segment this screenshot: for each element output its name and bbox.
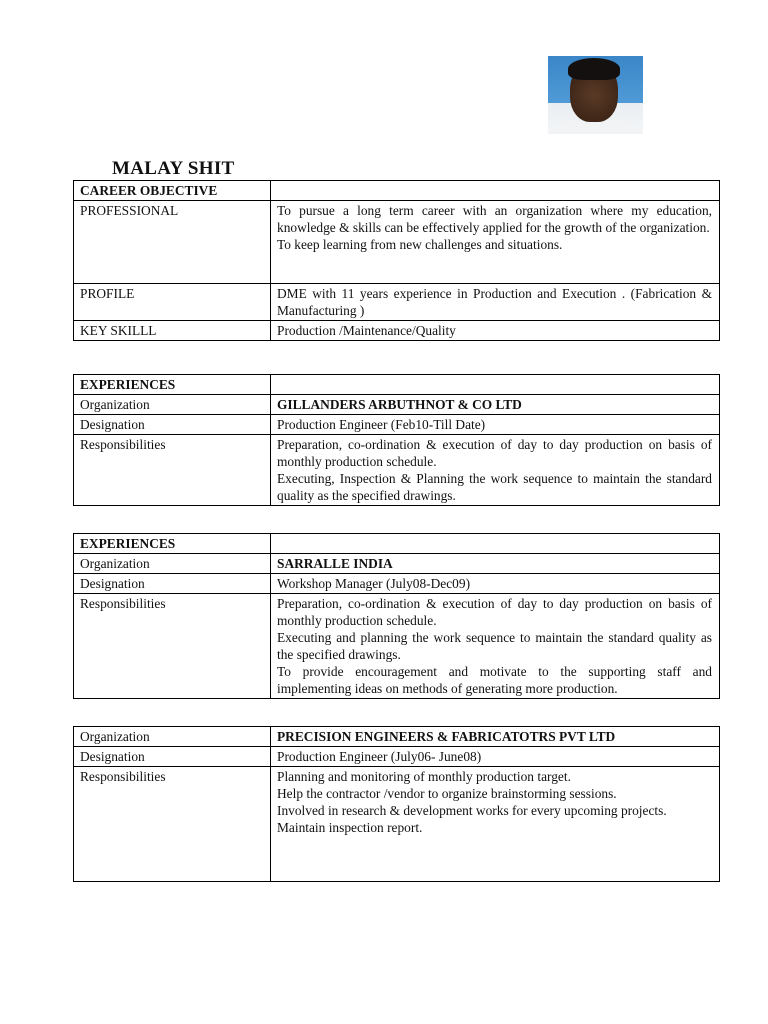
- paragraph: Executing and planning the work sequence to maintain the standard quality as the specified drawings.: [277, 630, 712, 662]
- table-row: [74, 395, 720, 415]
- row-label-organization: Organization: [74, 395, 271, 415]
- table-row: [74, 201, 720, 284]
- row-label-responsibilities: Responsibilities: [74, 767, 271, 882]
- row-label-professional: PROFESSIONAL: [74, 201, 271, 284]
- photo-shirt: [548, 120, 643, 134]
- designation-text: Production Engineer (July06- June08): [271, 747, 720, 767]
- empty-cell: [271, 534, 720, 554]
- paragraph: Involved in research & development works for every upcoming projects.: [277, 803, 667, 818]
- paragraph: Help the contractor /vendor to organize brainstorming sessions.: [277, 786, 617, 801]
- row-label-designation: Designation: [74, 574, 271, 594]
- table-row: [74, 727, 720, 747]
- table-row: [74, 534, 720, 554]
- row-label-organization: Organization: [74, 727, 271, 747]
- designation-text: Workshop Manager (July08-Dec09): [271, 574, 720, 594]
- table-row: [74, 321, 720, 341]
- photo-hair: [568, 58, 620, 80]
- designation-text: Production Engineer (Feb10-Till Date): [271, 415, 720, 435]
- table-row: [74, 594, 720, 699]
- section-header: EXPERIENCES: [74, 534, 271, 554]
- profile-photo: [548, 56, 643, 134]
- table-row: [74, 375, 720, 395]
- row-label-designation: Designation: [74, 415, 271, 435]
- paragraph: Production /Maintenance/Quality: [277, 323, 456, 338]
- responsibilities-text: [271, 767, 720, 882]
- paragraph: Preparation, co-ordination & execution of day to day production on basis of monthly production schedule.: [277, 596, 712, 628]
- organization-name: GILLANDERS ARBUTHNOT & CO LTD: [271, 395, 720, 415]
- empty-cell: [271, 375, 720, 395]
- table-row: [74, 574, 720, 594]
- responsibilities-text: [271, 594, 720, 699]
- table-row: [74, 284, 720, 321]
- organization-name: PRECISION ENGINEERS & FABRICATOTRS PVT LTD: [271, 727, 720, 747]
- experience-table-1: [73, 374, 720, 506]
- table-row: [74, 554, 720, 574]
- table-row: [74, 181, 720, 201]
- organization-name: SARRALLE INDIA: [271, 554, 720, 574]
- table-row: [74, 415, 720, 435]
- table-row: [74, 747, 720, 767]
- paragraph: Executing, Inspection & Planning the work sequence to maintain the standard quality as the specified drawings.: [277, 471, 712, 503]
- paragraph: To pursue a long term career with an organization where my education, knowledge & skills can be effectively applied for the growth of the organization.: [277, 203, 712, 235]
- paragraph: Planning and monitoring of monthly production target.: [277, 769, 571, 784]
- table-row: [74, 767, 720, 882]
- paragraph: To keep learning from new challenges and situations.: [277, 237, 563, 252]
- paragraph: To provide encouragement and motivate to the supporting staff and implementing ideas on methods of generating more production.: [277, 664, 712, 696]
- row-label-responsibilities: Responsibilities: [74, 435, 271, 506]
- section-header: EXPERIENCES: [74, 375, 271, 395]
- row-label-responsibilities: Responsibilities: [74, 594, 271, 699]
- section-header: CAREER OBJECTIVE: [74, 181, 271, 201]
- paragraph: Maintain inspection report.: [277, 820, 423, 835]
- professional-text: [271, 201, 720, 284]
- responsibilities-text: [271, 435, 720, 506]
- empty-cell: [271, 181, 720, 201]
- candidate-name: MALAY SHIT: [112, 158, 235, 179]
- career-objective-table: [73, 180, 720, 341]
- row-label-designation: Designation: [74, 747, 271, 767]
- row-label-key-skill: KEY SKILLL: [74, 321, 271, 341]
- table-row: [74, 435, 720, 506]
- row-label-organization: Organization: [74, 554, 271, 574]
- experience-table-3: [73, 726, 720, 882]
- row-label-profile: PROFILE: [74, 284, 271, 321]
- profile-text: [271, 284, 720, 321]
- paragraph: DME with 11 years experience in Production and Execution . (Fabrication & Manufacturing ): [277, 286, 712, 318]
- key-skill-text: [271, 321, 720, 341]
- paragraph: Preparation, co-ordination & execution of day to day production on basis of monthly production schedule.: [277, 437, 712, 469]
- experience-table-2: [73, 533, 720, 699]
